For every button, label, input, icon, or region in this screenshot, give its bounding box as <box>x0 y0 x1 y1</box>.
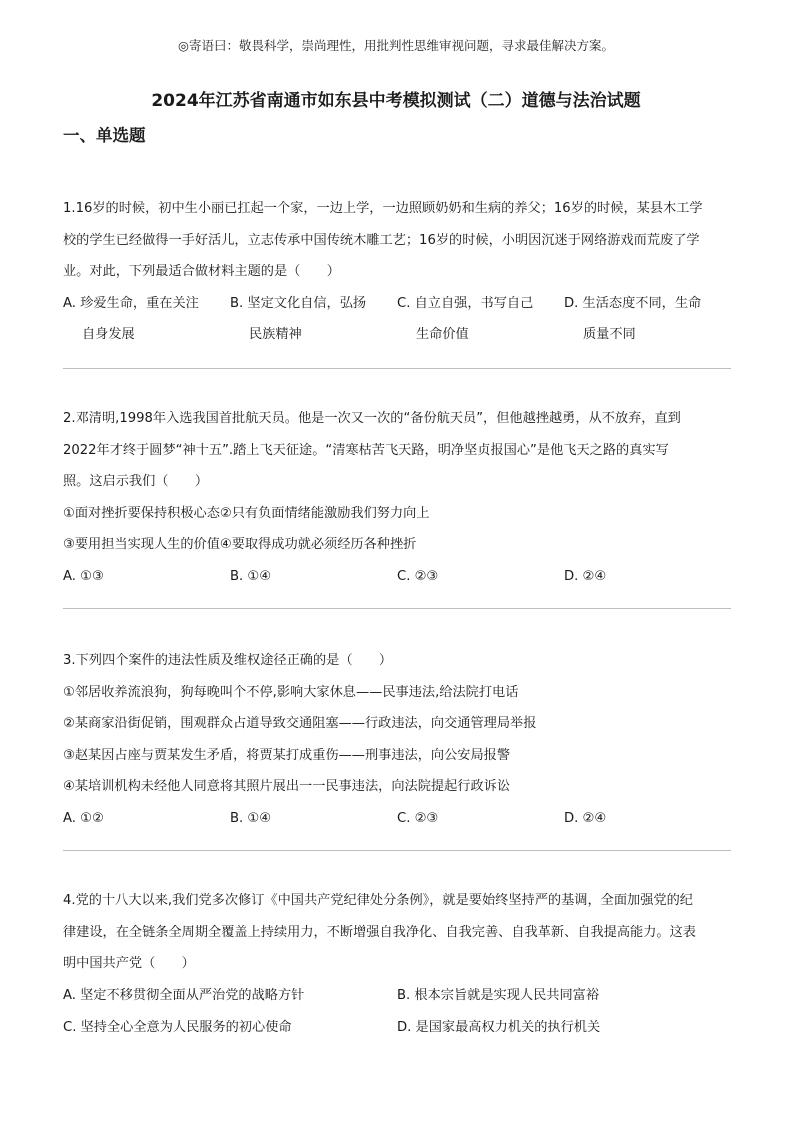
question-1-line: 校的学生已经做得一手好活儿，立志传承中国传统木雕工艺；16岁的时候，小明因沉迷于网络游戏而荒废了学 <box>63 232 700 248</box>
question-2-line: 2022年才终于圆梦“神十五”.踏上飞天征途。“清寒枯苦飞天路，明净坚贞报国心”是他飞天之路的真实写 <box>63 442 669 458</box>
question-4-line: 明中国共产党（ ） <box>63 956 195 971</box>
question-4-options-row <box>63 1012 731 1044</box>
option-d[interactable]: D. ②④ <box>564 568 607 584</box>
option-c[interactable]: C. 坚持全心全意为人民服务的初心使命 <box>63 1019 292 1035</box>
question-1 <box>63 193 731 352</box>
option-c[interactable] <box>397 288 547 351</box>
option-a[interactable]: A. ①② <box>63 810 104 826</box>
divider <box>63 850 731 851</box>
divider <box>63 608 731 609</box>
question-3-line: ①邻居收养流浪狗，狗每晚叫个不停,影响大家休息——民事违法,给法院打电话 <box>63 684 519 700</box>
option-a-line1: A. 珍爱生命，重在关注 <box>63 295 199 311</box>
option-b[interactable]: B. ①④ <box>230 810 272 826</box>
question-1-line: 1.16岁的时候，初中生小丽已扛起一个家，一边上学，一边照顾奶奶和生病的养父；16岁的时候，某县木工学 <box>63 201 703 216</box>
header-motto: ◎寄语曰：敬畏科学，崇尚理性，用批判性思维审视问题，寻求最佳解决方案。 <box>178 38 614 53</box>
section-heading: 一、单选题 <box>63 126 146 145</box>
question-3-line: ④某培训机构未经他人同意将其照片展出一一民事违法，向法院提起行政诉讼 <box>63 779 511 794</box>
option-b-line1: B. 坚定文化自信，弘扬 <box>230 295 367 311</box>
option-a-line2: 自身发展 <box>82 327 135 342</box>
question-3 <box>63 645 731 835</box>
question-2-line: 2.邓清明,1998年入选我国首批航天员。他是一次又一次的“备份航天员”，但他越挫越勇，从不放弃，直到 <box>63 411 681 426</box>
question-2-line: ③要用担当实现人生的价值④要取得成功就必须经历各种挫折 <box>63 537 417 552</box>
option-d-line1: D. 生活态度不同，生命 <box>564 295 702 311</box>
option-b[interactable]: B. 根本宗旨就是实现人民共同富裕 <box>397 987 600 1003</box>
option-a[interactable]: A. 坚定不移贯彻全面从严治党的战略方针 <box>63 987 305 1003</box>
option-d[interactable]: D. 是国家最高权力机关的执行机关 <box>397 1019 601 1035</box>
option-d-line2: 质量不同 <box>583 327 636 342</box>
question-2-line: ①面对挫折要保持积极心态②只有负面情绪能激励我们努力向上 <box>63 505 430 521</box>
option-c-line1: C. 自立自强，书写自己 <box>397 295 534 311</box>
option-c-line2: 生命价值 <box>416 327 469 342</box>
question-3-line: ③赵某因占座与贾某发生矛盾，将贾某打成重伤——刑事违法，向公安局报警 <box>63 747 511 763</box>
option-d[interactable] <box>564 288 714 351</box>
option-b[interactable] <box>230 288 380 351</box>
question-4-line: 律建设，在全链条全周期全覆盖上持续用力，不断增强自我净化、自我完善、自我革新、自我提高能力。这表 <box>63 924 696 940</box>
question-3-options <box>63 803 731 835</box>
question-1-options <box>63 288 731 352</box>
question-4-options-row <box>63 980 731 1012</box>
question-2-options <box>63 561 731 593</box>
option-a[interactable] <box>63 288 213 351</box>
option-b[interactable]: B. ①④ <box>230 568 272 584</box>
option-c[interactable]: C. ②③ <box>397 568 439 584</box>
question-3-line: 3.下列四个案件的违法性质及维权途径正确的是（ ） <box>63 653 393 668</box>
question-4-line: 4.党的十八大以来,我们党多次修订《中国共产党纪律处分条例》，就是要始终坚持严的基调，全面加强党的纪 <box>63 893 693 908</box>
question-3-line: ②某商家沿街促销，围观群众占道导致交通阻塞——行政违法，向交通管理局举报 <box>63 716 537 731</box>
option-c[interactable]: C. ②③ <box>397 810 439 826</box>
option-d[interactable]: D. ②④ <box>564 810 607 826</box>
option-b-line2: 民族精神 <box>249 327 302 342</box>
option-a[interactable]: A. ①③ <box>63 568 104 584</box>
question-1-line: 业。对此，下列最适合做材料主题的是（ ） <box>63 264 340 279</box>
question-4 <box>63 885 731 1044</box>
divider <box>63 368 731 369</box>
question-2-line: 照。这启示我们（ ） <box>63 474 209 489</box>
question-2 <box>63 403 731 593</box>
page-title: 2024年江苏省南通市如东县中考模拟测试（二）道德与法治试题 <box>151 91 641 111</box>
